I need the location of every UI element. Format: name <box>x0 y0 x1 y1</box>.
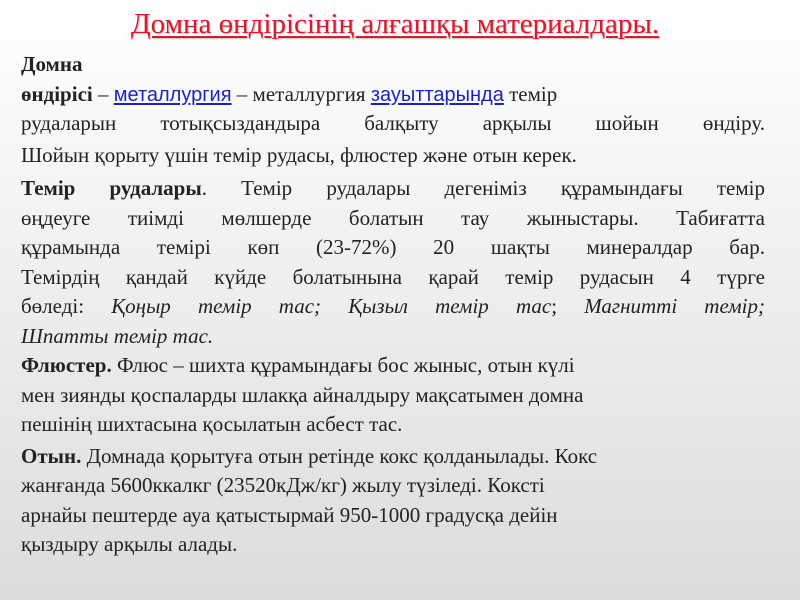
ores-line-5 <box>21 292 765 322</box>
fuel-line-4: қыздыру арқылы алады. <box>21 532 238 556</box>
ore-type-brown: Қоңыр темір тас; <box>111 294 322 318</box>
fuel-heading: Отын. <box>21 443 82 468</box>
fuel-line-1 <box>21 442 765 472</box>
intro-line-2 <box>21 80 765 110</box>
ore-type-magnetic: Магнитті темір; <box>584 294 765 318</box>
fuel-line-3: арнайы пештерде ауа қатыстырмай 950-1000 градусқа дейін <box>21 502 558 527</box>
ores-line-1 <box>21 174 765 204</box>
ores-line-5-start: бөледі: <box>21 294 112 318</box>
term-domna: Домна <box>21 52 83 76</box>
ores-line-3: құрамында темірі көп (23-72%) 20 шақты минералдар бар. <box>21 235 765 259</box>
ores-line-6 <box>21 322 765 352</box>
fuel-line-2: жанғанда 5600ккалкг (23520кДж/кг) жылу түзіледі. Коксті <box>21 473 545 497</box>
flux-line-2: мен зиянды қоспаларды шлакқа айналдыру мақсатымен домна <box>21 382 584 407</box>
ores-line-4: Темірдің қандай күйде болатынына қарай темір рудасын 4 түрге <box>21 264 765 289</box>
ore-type-spathic: Шпатты темір тас. <box>21 323 214 348</box>
link-plants[interactable]: зауыттарында <box>370 83 504 106</box>
slide-title: Домна өндірісінің алғашқы материалдары. <box>130 8 660 40</box>
dash-2: – металлургия <box>231 81 371 106</box>
flux-line-1-rest: Флюс – шихта құрамындағы бос жыныс, отын күлі <box>111 353 575 377</box>
ore-separator: ; <box>551 294 585 318</box>
flux-line-3: пешінің шихтасына қосылатын асбест тас. <box>21 412 403 436</box>
ores-line-1-rest: . Темір рудалары дегеніміз құрамындағы темір <box>201 176 765 200</box>
intro-line-1 <box>21 50 765 80</box>
after-link-text: темір <box>503 81 558 106</box>
link-metallurgy[interactable]: металлургия <box>113 83 232 106</box>
ore-type-red: Қызыл темір тас <box>348 294 552 318</box>
dash-1: – <box>92 81 114 106</box>
flux-line-1 <box>21 351 765 381</box>
ores-line-2: өңдеуге тиімді мөлшерде болатын тау жыныстары. Табиғатта <box>21 205 765 230</box>
intro-line-4: Шойын қорыту үшін темір рудасы, флюстер және отын керек. <box>21 142 577 167</box>
flux-heading: Флюстер. <box>21 353 112 377</box>
ores-heading: Темір рудалары <box>21 176 202 200</box>
slide-body <box>21 50 765 560</box>
fuel-line-1-rest: Домнада қорытуға отын ретінде кокс қолданылады. Кокс <box>81 443 598 468</box>
term-ondirisi: өндірісі <box>21 81 93 106</box>
intro-line-3: рудаларын тотықсыздандыра балқыту арқылы шойын өндіру. <box>21 111 765 135</box>
